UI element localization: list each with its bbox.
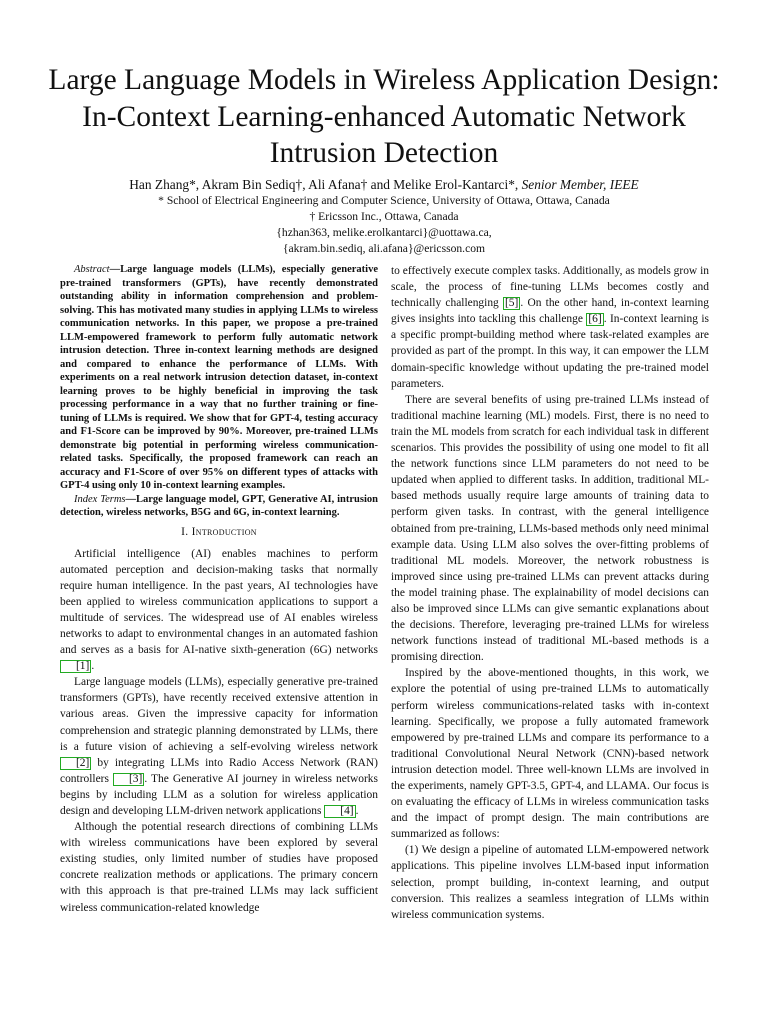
abstract-lead: Abstract — [74, 264, 110, 275]
paragraph-text: Artificial intelligence (AI) enables machines to perform automated perception and decision-making tasks that normally require human intelligence. In the past years, AI technologies have been applied to wireless communication applications to support a multitude of services. The widespread use of AI enables wireless networks to adapt to environmental changes in an automated fashion and serves as a basis for AI-native sixth-generation (6G) networks — [60, 547, 378, 657]
affiliation-uottawa: * School of Electrical Engineering and Computer Science, University of Ottawa, Ottawa, Canada — [158, 194, 610, 207]
intro-paragraph-4: There are several benefits of using pre-trained LLMs instead of traditional machine learning (ML) models. First, there is no need to train the ML models from scratch for each individual task in different scenarios. This provides the possibility of using one model to fit all the network functions since LLM parameters do not need to be updated when applied to different tasks. In addition, traditional ML-based methods usually require large amounts of training data to perform given tasks. In contrast, with the general intelligence obtained from pre-training, LLMs-based methods only need minimal example data. Using LLM also solves the over-fitting problems of traditional ML models. Moreover, the network robustness is improved since using pre-trained LLMs can prevent attacks during the model training phase. The explainability of model decisions can also be improved since LLMs can give semantic explanations about the decisions. Therefore, leveraging pre-trained LLMs for wireless network functions instead of traditional ML-based methods is a promising direction. — [391, 393, 709, 664]
citation-link[interactable]: [4] — [324, 805, 355, 818]
intro-paragraph-2 — [60, 674, 378, 819]
index-terms-lead: Index Terms — [74, 493, 126, 505]
paragraph-text: . In-context learning is a specific prompt-building method where task-related examples are provided as part of the prompt. In this way, it can empower the LLM domain-specific knowledge without updating the pre-trained model parameters. — [391, 313, 709, 390]
paragraph-text: to effectively execute complex tasks. Additionally, as models grow in scale, the process of fine-tuning LLMs becomes costly and technically challenging — [391, 265, 709, 310]
email-ericsson: {akram.bin.sediq, ali.afana}@ericsson.com — [282, 242, 486, 255]
paper-title: Large Language Models in Wireless Application Design: In-Context Learning-enhanced Automatic Network Intrusion Detection — [48, 64, 720, 169]
section-number: I. — [181, 525, 189, 538]
intro-paragraph-3-continued — [391, 263, 709, 392]
paragraph-text: . The Generative AI journey in wireless networks begins by including LLM as a solution for wireless application design and developing LLM-driven network applications — [60, 772, 378, 817]
citation-link[interactable]: [5] — [505, 297, 519, 310]
citation-link[interactable]: [6] — [588, 313, 602, 326]
author-title: Senior Member, IEEE — [521, 177, 639, 192]
citation-link[interactable]: [2] — [60, 757, 91, 770]
paragraph-text: . — [355, 805, 359, 817]
paragraph-text: Large language models (LLMs), especially generative pre-trained transformers (GPTs), have recently received extensive attention in various areas. Given the impressive capacity for information comprehension and strategic planning demonstrated by LLMs, there is a future vision of achieving a self-evolving wireless network — [60, 676, 378, 753]
citation-link[interactable]: [3] — [113, 773, 144, 786]
author-names: Han Zhang*, Akram Bin Sediq†, Ali Afana† and Melike Erol-Kantarci*, — [129, 177, 519, 192]
affiliation-ericsson: † Ericsson Inc., Ottawa, Canada — [309, 210, 459, 223]
author-line — [40, 176, 728, 193]
intro-paragraph-1 — [60, 546, 378, 675]
email-uottawa: {hzhan363, melike.erolkantarci}@uottawa.ca, — [276, 226, 492, 239]
paragraph-text: by integrating LLMs into Radio Access Network (RAN) controllers — [60, 756, 378, 785]
intro-paragraph-5: Inspired by the above-mentioned thoughts, in this work, we explore the potential of using pre-trained LLMs to automatically perform wireless communications-related tasks with in-context learning. Specifically, we propose a fully automated framework empowered by pre-trained LLMs and compare its performance to a traditional Convolutional Neural Network (CNN)-based network intrusion detection model. Three well-known LLMs are involved in the experiments, namely GPT-3.5, GPT-4, and LLAMA. Our focus is on evaluating the efficacy of LLMs in wireless communication tasks and the impact of prompt design. The main contributions are summarized as follows: — [391, 667, 709, 841]
abstract — [60, 263, 378, 520]
paragraph-text: . — [91, 660, 95, 673]
paragraph-text: . On the other hand, in-context learning gives insights into tackling this challenge — [391, 297, 709, 326]
index-terms-text: —Large language model, GPT, Generative AI, intrusion detection, wireless networks, B5G and 6G, in-context learning. — [60, 493, 378, 518]
right-column — [391, 263, 709, 933]
citation-link[interactable]: [1] — [60, 660, 91, 673]
left-column — [60, 263, 378, 933]
section-title: Introduction — [191, 525, 257, 538]
abstract-text: —Large language models (LLMs), especially generative pre-trained transformers (GPTs), have recently demonstrated outstanding ability in information comprehension and problem-solving. This has motivated many studies in applying LLMs to wireless communication networks. In this paper, we propose a pre-trained LLM-empowered framework to perform fully automatic network intrusion detection. Three in-context learning methods are designed and compared to enhance the performance of LLMs. With experiments on a real network intrusion detection dataset, in-context learning proves to be highly beneficial in improving the task processing performance in a way that no further training or fine-tuning of LLMs is required. We show that for GPT-4, testing accuracy and F1-Score can be improved by 90%. Moreover, pre-trained LLMs demonstrate big potential in performing wireless communication-related tasks. Specifically, the proposed framework can reach an accuracy and F1-Score of over 95% on different types of attacks with GPT-4 using only 10 in-context learning examples. — [60, 264, 378, 491]
contribution-1: (1) We design a pipeline of automated LLM-empowered network applications. This pipeline involves LLM-based input information selection, prompt building, in-context learning, and output conversion. This realizes a seamless integration of LLMs within wireless communication systems. — [391, 844, 709, 921]
intro-paragraph-3: Although the potential research directions of combining LLMs with wireless communications have been explored by several existing studies, only limited number of studies have proposed concrete realization methods or applications. The primary concern with this approach is that pre-trained LLMs may lack sufficient wireless communication-related knowledge — [60, 821, 378, 914]
section-heading-introduction — [60, 524, 378, 541]
